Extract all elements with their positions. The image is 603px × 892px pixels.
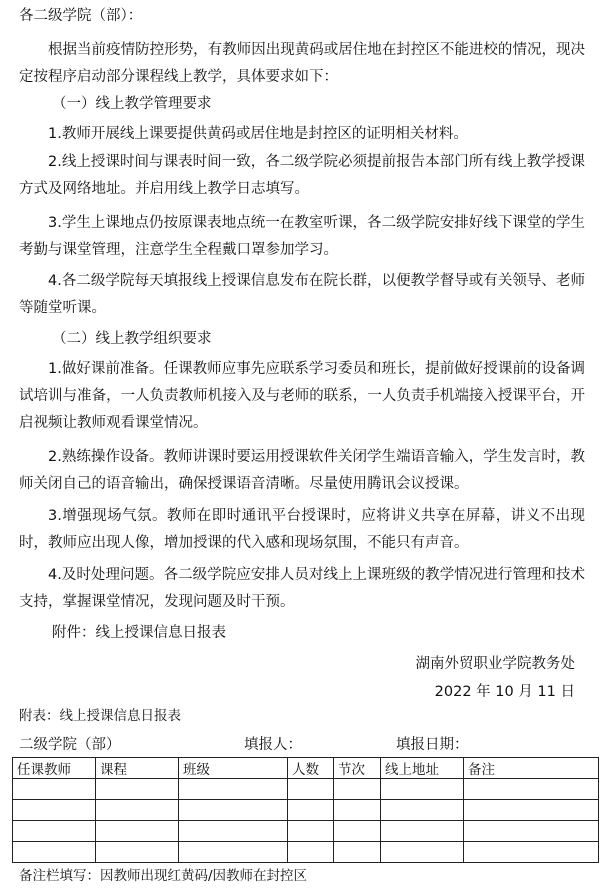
table-cell[interactable]: [334, 779, 381, 800]
section1-item-4: 4.各二级学院每天填报线上授课信息发布在院长群，以便教学督导或有关领导、老师等随堂听课。: [19, 273, 585, 316]
table-cell[interactable]: [288, 800, 334, 821]
table-row: [13, 842, 599, 863]
filler-label: 填报人：: [244, 737, 302, 753]
section2-item-1: 1.做好课前准备。任课教师应事先应联系学习委员和班长，提前做好授课前的设备调试培训与准备，一人负责教师机接入及与老师的联系，一人负责手机端接入授课平台，开启视频让教师观看课堂情况。: [19, 361, 585, 431]
college-label: 二级学院（部）: [19, 737, 121, 753]
table-cell[interactable]: [464, 842, 599, 863]
table-cell[interactable]: [288, 779, 334, 800]
table-cell[interactable]: [179, 842, 288, 863]
table-cell[interactable]: [381, 842, 464, 863]
table-cell[interactable]: [13, 779, 96, 800]
table-cell[interactable]: [96, 842, 179, 863]
table-cell[interactable]: [179, 779, 288, 800]
section1-item-2: 2.线上授课时间与课表时间一致，各二级学院必须提前报告本部门所有线上教学授课方式及网络地址。并启用线上教学日志填写。: [19, 154, 585, 197]
report-table: [12, 757, 599, 863]
table-cell[interactable]: [381, 800, 464, 821]
table-row: [13, 800, 599, 821]
table-cell[interactable]: [288, 821, 334, 842]
table-header-row: [13, 758, 599, 779]
appendix-title: 附表：线上授课信息日报表: [19, 708, 181, 724]
date: 2022 年 10 月 11 日: [434, 684, 575, 700]
section2-item-3: 3.增强现场气氛。教师在即时通讯平台授课时，应将讲义共享在屏幕，讲义不出现时，教师应出现人像，增加授课的代入感和现场氛围，不能只有声音。: [19, 508, 585, 551]
table-cell[interactable]: [334, 821, 381, 842]
date-label: 填报日期：: [396, 737, 469, 753]
table-cell[interactable]: [179, 800, 288, 821]
col-teacher: 任课教师: [13, 758, 96, 779]
signature: 湖南外贸职业学院教务处: [415, 656, 575, 672]
col-remarks: 备注: [464, 758, 599, 779]
table-row: [13, 779, 599, 800]
table-row: [13, 821, 599, 842]
table-cell[interactable]: [381, 821, 464, 842]
table-cell[interactable]: [179, 821, 288, 842]
section1-item-3: 3.学生上课地点仍按原课表地点统一在教室听课，各二级学院安排好线下课堂的学生考勤与课堂管理，注意学生全程戴口罩参加学习。: [19, 215, 585, 258]
salutation: 各二级学院（部）：: [19, 8, 143, 24]
section1-item-1: 1.教师开展线上课要提供黄码或居住地是封控区的证明相关材料。: [48, 126, 468, 142]
table-cell[interactable]: [464, 821, 599, 842]
table-cell[interactable]: [96, 800, 179, 821]
table-cell[interactable]: [13, 842, 96, 863]
table-cell[interactable]: [13, 800, 96, 821]
section2-item-2: 2.熟练操作设备。教师讲课时要运用授课软件关闭学生端语音输入，学生发言时，教师关闭自己的语音输出，确保授课语音清晰。尽量使用腾讯会议授课。: [19, 449, 585, 492]
remarks-note: 备注栏填写：因教师出现红黄码/因教师在封控区: [19, 868, 308, 884]
table-cell[interactable]: [464, 779, 599, 800]
section2-item-4: 4.及时处理问题。各二级学院应安排人员对线上上课班级的教学情况进行管理和技术支持，掌握课堂情况，发现问题及时干预。: [19, 567, 585, 610]
table-cell[interactable]: [334, 800, 381, 821]
col-class: 班级: [179, 758, 288, 779]
col-count: 人数: [288, 758, 334, 779]
table-cell[interactable]: [334, 842, 381, 863]
col-period: 节次: [334, 758, 381, 779]
table-cell[interactable]: [96, 779, 179, 800]
section2-heading: （二）线上教学组织要求: [52, 331, 212, 347]
intro-paragraph: 根据当前疫情防控形势，有教师因出现黄码或居住地在封控区不能进校的情况，现决定按程序启动部分课程线上教学，具体要求如下：: [19, 42, 585, 85]
table-cell[interactable]: [13, 821, 96, 842]
table-cell[interactable]: [381, 779, 464, 800]
table-cell[interactable]: [288, 842, 334, 863]
col-online-address: 线上地址: [381, 758, 464, 779]
table-cell[interactable]: [464, 800, 599, 821]
attachment-line: 附件：线上授课信息日报表: [52, 625, 226, 641]
table-cell[interactable]: [96, 821, 179, 842]
section1-heading: （一）线上教学管理要求: [52, 96, 212, 112]
col-course: 课程: [96, 758, 179, 779]
